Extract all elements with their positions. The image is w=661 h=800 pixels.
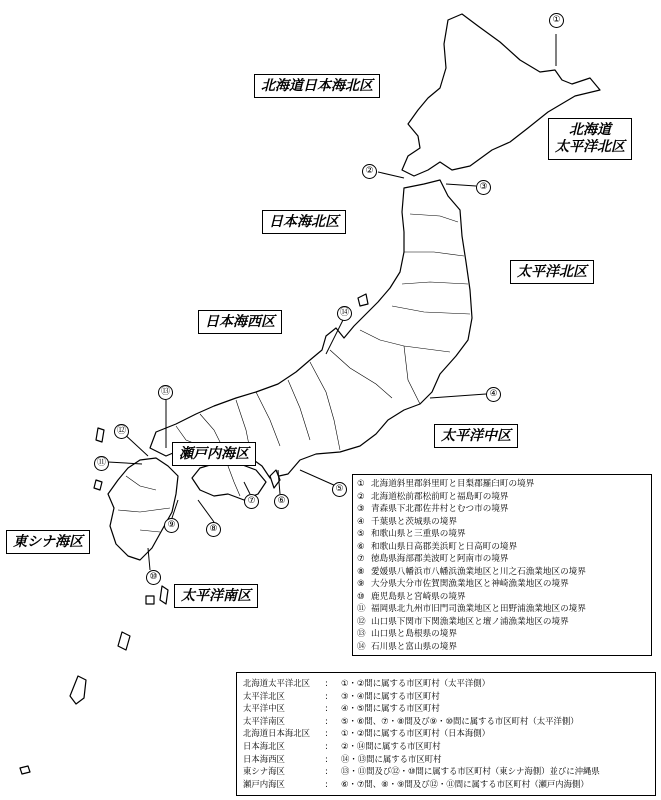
legend-text: 愛媛県八幡浜市八幡浜漁業地区と川之石漁業地区の境界 xyxy=(371,566,586,577)
legend-row xyxy=(357,578,647,591)
zone-name: 日本海西区 xyxy=(243,753,285,764)
legend-text: 山口県下関市下関漁業地区と壇ノ浦漁業地区の境界 xyxy=(371,616,569,627)
boundary-marker-9: ⑨ xyxy=(164,518,179,533)
zone-name: 東シナ海区 xyxy=(243,766,285,777)
boundary-marker-6: ⑥ xyxy=(274,494,289,509)
legend-text: 鹿児島県と宮崎県の境界 xyxy=(371,591,466,602)
legend-num: ⑨ xyxy=(357,579,365,589)
boundary-marker-13: ⑬ xyxy=(158,385,173,400)
region-label-line2: 太平洋北区 xyxy=(555,139,625,155)
legend-row xyxy=(357,553,647,566)
zone-colon: : xyxy=(325,740,328,751)
zone-row xyxy=(243,765,649,778)
legend-num: ⑪ xyxy=(357,604,366,614)
boundary-marker-5: ⑤ xyxy=(332,482,347,497)
zone-desc: ⑤・⑥間、⑦・⑧間及び⑨・⑩間に属する市区町村（太平洋側） xyxy=(341,715,579,726)
boundary-marker-7: ⑦ xyxy=(244,494,259,509)
region-hokkaido-sea-of-japan-north: 北海道日本海北区 xyxy=(254,74,380,98)
zone-desc: ②・⑭間に属する市区町村 xyxy=(341,740,441,751)
boundary-marker-12: ⑫ xyxy=(114,424,129,439)
kyushu-outline xyxy=(108,458,178,560)
zone-name: 瀬戸内海区 xyxy=(243,778,285,789)
legend-text: 山口県と島根県の境界 xyxy=(371,629,457,639)
legend-row xyxy=(357,528,647,541)
zone-row xyxy=(243,753,649,766)
legend-row xyxy=(357,616,647,629)
zone-name: 北海道日本海北区 xyxy=(243,728,310,739)
zone-name: 太平洋中区 xyxy=(243,703,285,714)
legend-num: ③ xyxy=(357,504,365,514)
legend-text: 徳島県海部郡美波町と阿南市の境界 xyxy=(371,554,509,564)
legend-num: ④ xyxy=(357,516,365,527)
legend-num: ⑩ xyxy=(357,591,365,602)
region-sea-of-japan-west: 日本海西区 xyxy=(198,310,282,334)
zone-colon: : xyxy=(325,678,328,688)
boundary-marker-4: ④ xyxy=(486,387,501,402)
zone-row xyxy=(243,778,649,791)
island-goto xyxy=(94,480,102,490)
legend-text: 千葉県と茨城県の境界 xyxy=(371,516,457,527)
island-amami xyxy=(118,632,130,650)
legend-num: ⑫ xyxy=(357,616,366,627)
legend-text: 大分県大分市佐賀関漁業地区と神崎漁業地区の境界 xyxy=(371,579,569,589)
zone-colon: : xyxy=(325,690,328,701)
boundary-marker-14: ⑭ xyxy=(337,306,352,321)
zone-desc: ①・②間に属する市区町村（太平洋側） xyxy=(341,678,491,688)
island-yakushima xyxy=(146,596,154,604)
legend-text: 石川県と富山県の境界 xyxy=(371,641,457,652)
zone-desc: ⑬・⑪間及び⑫・⑩間に属する市区町村（東シナ海側）並びに沖縄県 xyxy=(341,766,600,777)
legend-row xyxy=(357,566,647,579)
island-sakishima xyxy=(20,766,30,774)
zone-colon: : xyxy=(325,703,328,714)
zone-name: 太平洋北区 xyxy=(243,690,285,701)
legend-num: ⑦ xyxy=(357,554,365,564)
legend-row xyxy=(357,603,647,616)
boundary-marker-2: ② xyxy=(362,164,377,179)
legend-num: ⑧ xyxy=(357,566,365,577)
boundary-marker-3: ③ xyxy=(476,180,491,195)
legend-row xyxy=(357,628,647,641)
zone-row xyxy=(243,727,649,740)
region-seto-inland-sea: 瀬戸内海区 xyxy=(172,442,256,466)
island-tanegashima xyxy=(160,586,168,604)
zone-desc: ⑭・⑬間に属する市区町村 xyxy=(341,753,442,764)
zone-desc: ③・④間に属する市区町村 xyxy=(341,690,440,701)
zone-row xyxy=(243,740,649,753)
legend-num: ⑭ xyxy=(357,641,366,652)
region-pacific-central: 太平洋中区 xyxy=(434,424,518,448)
legend-text: 北海道松前郡松前町と福島町の境界 xyxy=(371,491,509,502)
zone-colon: : xyxy=(325,753,328,764)
zone-desc: ①・②間に属する市区町村（日本海側） xyxy=(341,728,491,739)
legend-num: ⑥ xyxy=(357,541,365,552)
legend-row xyxy=(357,641,647,654)
island-tsushima xyxy=(96,428,104,442)
boundary-marker-10: ⑩ xyxy=(146,570,161,585)
region-pacific-south: 太平洋南区 xyxy=(174,584,258,608)
legend-text: 青森県下北郡佐井村とむつ市の境界 xyxy=(371,504,509,514)
zone-row xyxy=(243,677,649,690)
legend-row xyxy=(357,516,647,529)
region-sea-of-japan-north: 日本海北区 xyxy=(262,210,346,234)
zone-name: 太平洋南区 xyxy=(243,715,285,726)
zone-colon: : xyxy=(325,715,328,726)
legend-text: 和歌山県日高郡美浜町と日高町の境界 xyxy=(371,541,518,552)
zone-name: 北海道太平洋北区 xyxy=(243,678,310,688)
zone-desc: ⑥・⑦間、⑧・⑨間及び⑫・⑪間に属する市区町村（瀬戸内海側） xyxy=(341,778,589,789)
zone-name: 日本海北区 xyxy=(243,740,285,751)
boundary-marker-8: ⑧ xyxy=(206,522,221,537)
legend-row xyxy=(357,591,647,604)
zone-colon: : xyxy=(325,728,328,739)
legend-text: 和歌山県と三重県の境界 xyxy=(371,529,466,539)
zone-row xyxy=(243,702,649,715)
zone-row xyxy=(243,690,649,703)
legend-num: ② xyxy=(357,491,365,502)
zone-row xyxy=(243,715,649,728)
island-sado xyxy=(358,294,368,306)
boundary-marker-11: ⑪ xyxy=(94,456,109,471)
zone-desc: ④・⑤間に属する市区町村 xyxy=(341,703,440,714)
region-pacific-north: 太平洋北区 xyxy=(510,260,594,284)
zone-colon: : xyxy=(325,766,328,777)
zone-definition-table xyxy=(236,672,656,796)
legend-row xyxy=(357,478,647,491)
legend-row xyxy=(357,503,647,516)
island-okinawa xyxy=(70,676,86,704)
boundary-marker-1: ① xyxy=(549,13,564,28)
region-label-line1: 北海道 xyxy=(569,122,611,138)
legend-text: 福岡県北九州市旧門司漁業地区と田野浦漁業地区の境界 xyxy=(371,604,586,614)
legend-row xyxy=(357,491,647,504)
boundary-legend xyxy=(352,474,652,656)
region-hokkaido-pacific-north xyxy=(548,118,632,160)
legend-num: ① xyxy=(357,479,365,489)
zone-colon: : xyxy=(325,778,328,789)
legend-row xyxy=(357,541,647,554)
legend-num: ⑤ xyxy=(357,529,365,539)
legend-num: ⑬ xyxy=(357,629,366,639)
region-east-china-sea: 東シナ海区 xyxy=(6,530,90,554)
legend-text: 北海道斜里郡斜里町と目梨郡羅臼町の境界 xyxy=(371,479,535,489)
